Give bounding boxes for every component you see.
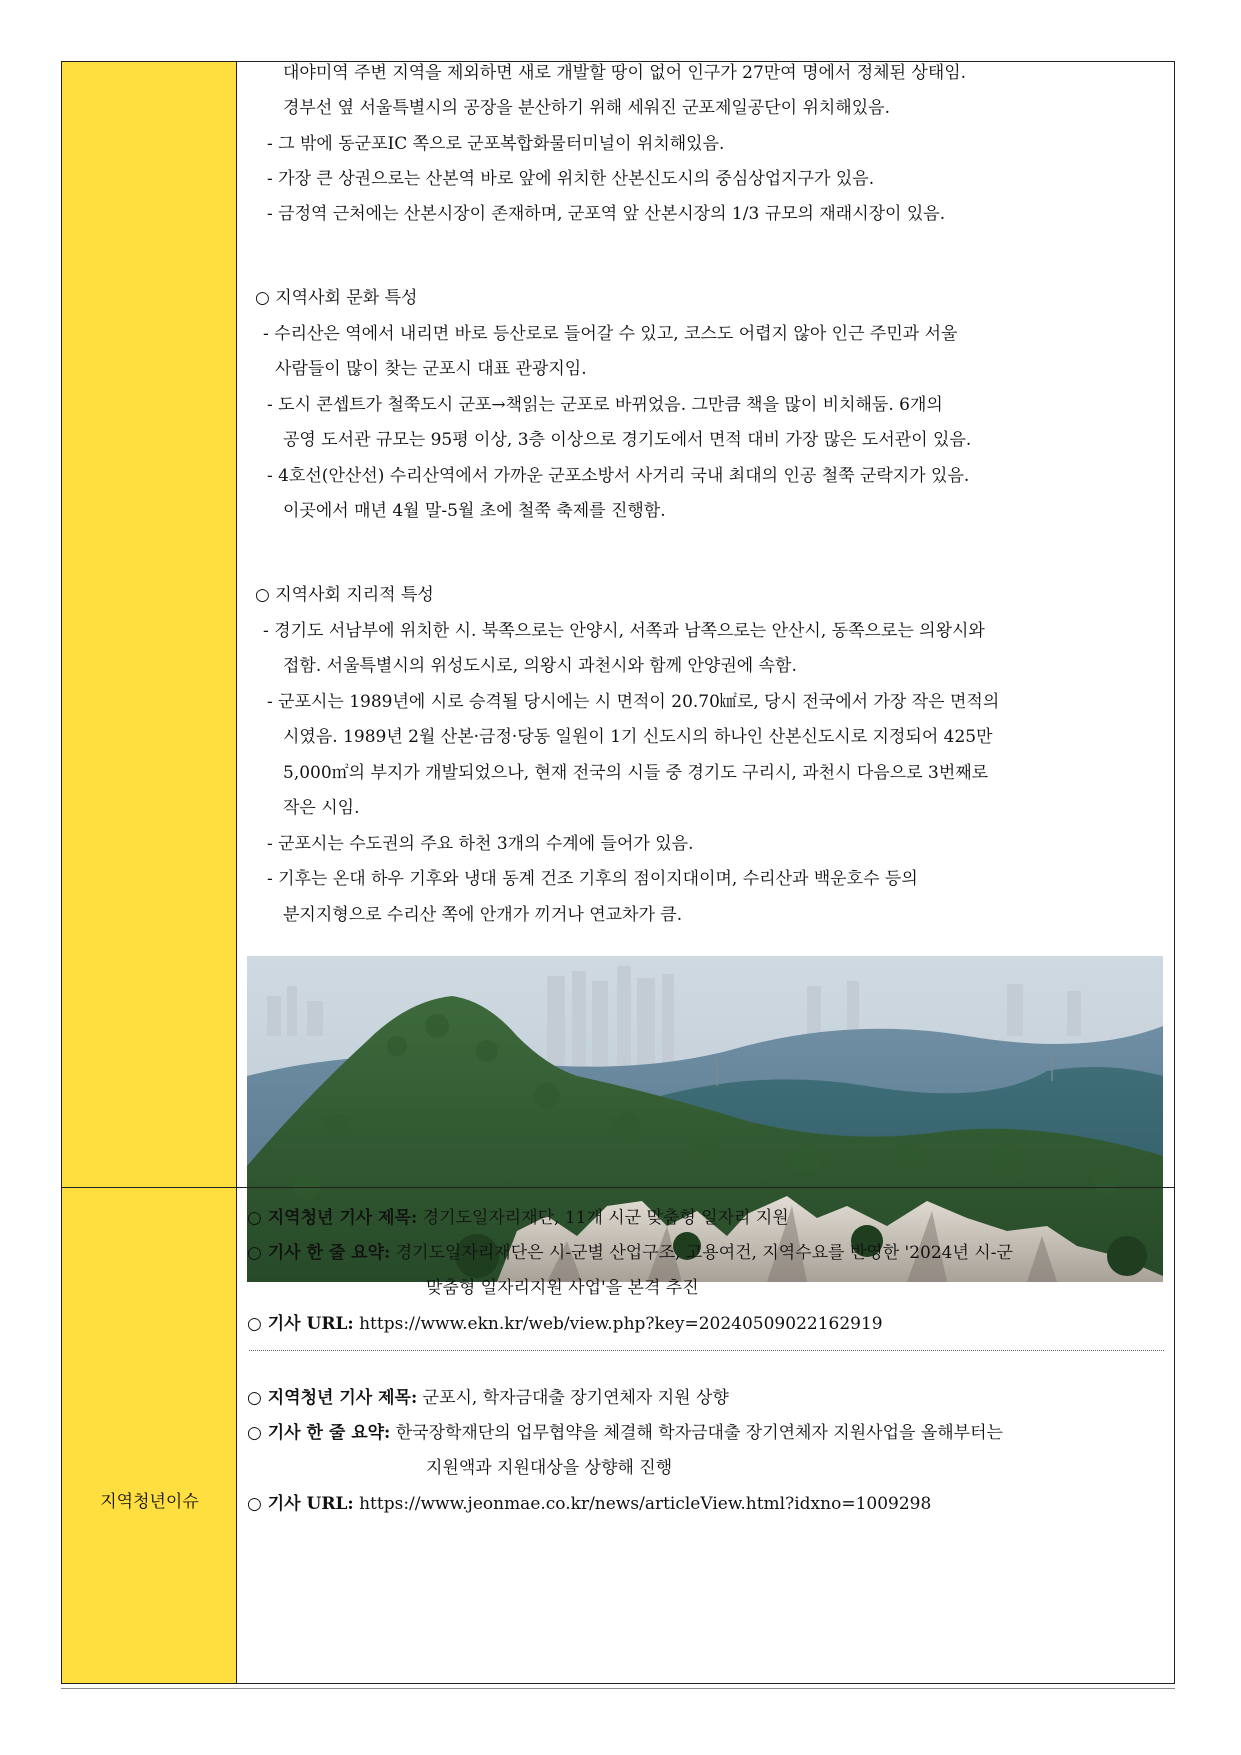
youth-issue-cell (237, 1187, 1174, 1685)
text-line: - 기후는 온대 하우 기후와 냉대 동계 건조 기후의 점이지대이며, 수리산과 백운호수 등의 (267, 869, 918, 889)
text-line: - 금정역 근처에는 산본시장이 존재하며, 군포역 앞 산본시장의 1/3 규모의 재래시장이 있음. (267, 204, 946, 224)
article-summary-row (247, 1242, 1013, 1264)
text-line: - 4호선(안산선) 수리산역에서 가까운 군포소방서 사거리 국내 최대의 인공 철쭉 군락지가 있음. (267, 466, 970, 486)
text-line: - 가장 큰 상권으로는 산본역 바로 앞에 위치한 산본신도시의 중심상업지구가 있음. (267, 169, 875, 189)
article-title-row (247, 1387, 729, 1409)
article-title: 군포시, 학자금대출 장기연체자 지원 상향 (422, 1388, 729, 1408)
text-line: - 군포시는 수도권의 주요 하천 3개의 수계에 들어가 있음. (267, 834, 694, 854)
article-title-label: ○ 지역청년 기사 제목: (247, 1388, 418, 1408)
text-line: - 도시 콘셉트가 철쭉도시 군포→책읽는 군포로 바뀌었음. 그만큼 책을 많이 비치해둠. 6개의 (267, 395, 943, 415)
page-bottom-rule (61, 1688, 1175, 1689)
text-line: 5,000㎡의 부지가 개발되었으나, 현재 전국의 시들 중 경기도 구리시, 과천시 다음으로 3번째로 (283, 763, 989, 783)
culture-heading: ○ 지역사회 문화 특성 (255, 288, 418, 308)
text-line: 사람들이 많이 찾는 군포시 대표 관광지임. (275, 359, 587, 379)
article-summary-continued: 맞춤형 일자리지원 사업'을 본격 추진 (426, 1278, 699, 1298)
regional-characteristics-cell (237, 62, 1174, 1187)
text-line: 분지지형으로 수리산 쪽에 안개가 끼거나 연교차가 큼. (283, 905, 683, 925)
text-line: - 군포시는 1989년에 시로 승격될 당시에는 시 면적이 20.70㎢로, 당시 전국에서 가장 작은 면적의 (267, 692, 1000, 712)
left-label-column (62, 62, 237, 1683)
text-line: - 수리산은 역에서 내리면 바로 등산로로 들어갈 수 있고, 코스도 어렵지 않아 인근 주민과 서울 (263, 324, 958, 344)
article-summary-continued: 지원액과 지원대상을 상향해 진행 (426, 1458, 673, 1478)
article-separator (249, 1350, 1164, 1351)
article-url-label: ○ 기사 URL: (247, 1314, 354, 1334)
text-line: - 그 밖에 동군포IC 쪽으로 군포복합화물터미널이 위치해있음. (267, 134, 725, 154)
article-summary: 한국장학재단의 업무협약을 체결해 학자금대출 장기연체자 지원사업을 올해부터는 (395, 1423, 1003, 1443)
report-table (61, 61, 1175, 1684)
text-line: 이곳에서 매년 4월 말-5월 초에 철쭉 축제를 진행함. (283, 501, 666, 521)
text-line: 접함. 서울특별시의 위성도시로, 의왕시 과천시와 함께 안양권에 속함. (283, 656, 797, 676)
text-line: 경부선 옆 서울특별시의 공장을 분산하기 위해 세워진 군포제일공단이 위치해있음. (283, 98, 890, 118)
article-url[interactable]: https://www.jeonmae.co.kr/news/articleView.html?idxno=1009298 (359, 1494, 932, 1514)
text-line: 공영 도서관 규모는 95평 이상, 3층 이상으로 경기도에서 면적 대비 가장 많은 도서관이 있음. (283, 430, 972, 450)
article-title-label: ○ 지역청년 기사 제목: (247, 1208, 418, 1228)
article-title: 경기도일자리재단, 11개 시군 맞춤형 일자리 지원 (422, 1208, 789, 1228)
article-summary-row (247, 1422, 1003, 1444)
article-summary: 경기도일자리재단은 시-군별 산업구조, 고용여건, 지역수요를 반영한 '2024년 시-군 (395, 1243, 1013, 1263)
article-summary-label: ○ 기사 한 줄 요약: (247, 1423, 391, 1443)
youth-issue-label: 지역청년이슈 (100, 1492, 199, 1512)
text-line: 시였음. 1989년 2월 산본·금정·당동 일원이 1기 신도시의 하나인 산본신도시로 지정되어 425만 (283, 727, 993, 747)
text-line: - 경기도 서남부에 위치한 시. 북쪽으로는 안양시, 서쪽과 남쪽으로는 안산시, 동쪽으로는 의왕시와 (263, 621, 985, 641)
article-summary-label: ○ 기사 한 줄 요약: (247, 1243, 391, 1263)
article-url-row (247, 1313, 883, 1335)
article-title-row (247, 1207, 789, 1229)
geography-heading: ○ 지역사회 지리적 특성 (255, 585, 434, 605)
article-url[interactable]: https://www.ekn.kr/web/view.php?key=20240509022162919 (359, 1314, 883, 1334)
text-line: 작은 시임. (283, 798, 360, 818)
article-url-row (247, 1493, 931, 1515)
article-url-label: ○ 기사 URL: (247, 1494, 354, 1514)
text-line: 대야미역 주변 지역을 제외하면 새로 개발할 땅이 없어 인구가 27만여 명에서 정체된 상태임. (283, 63, 967, 83)
